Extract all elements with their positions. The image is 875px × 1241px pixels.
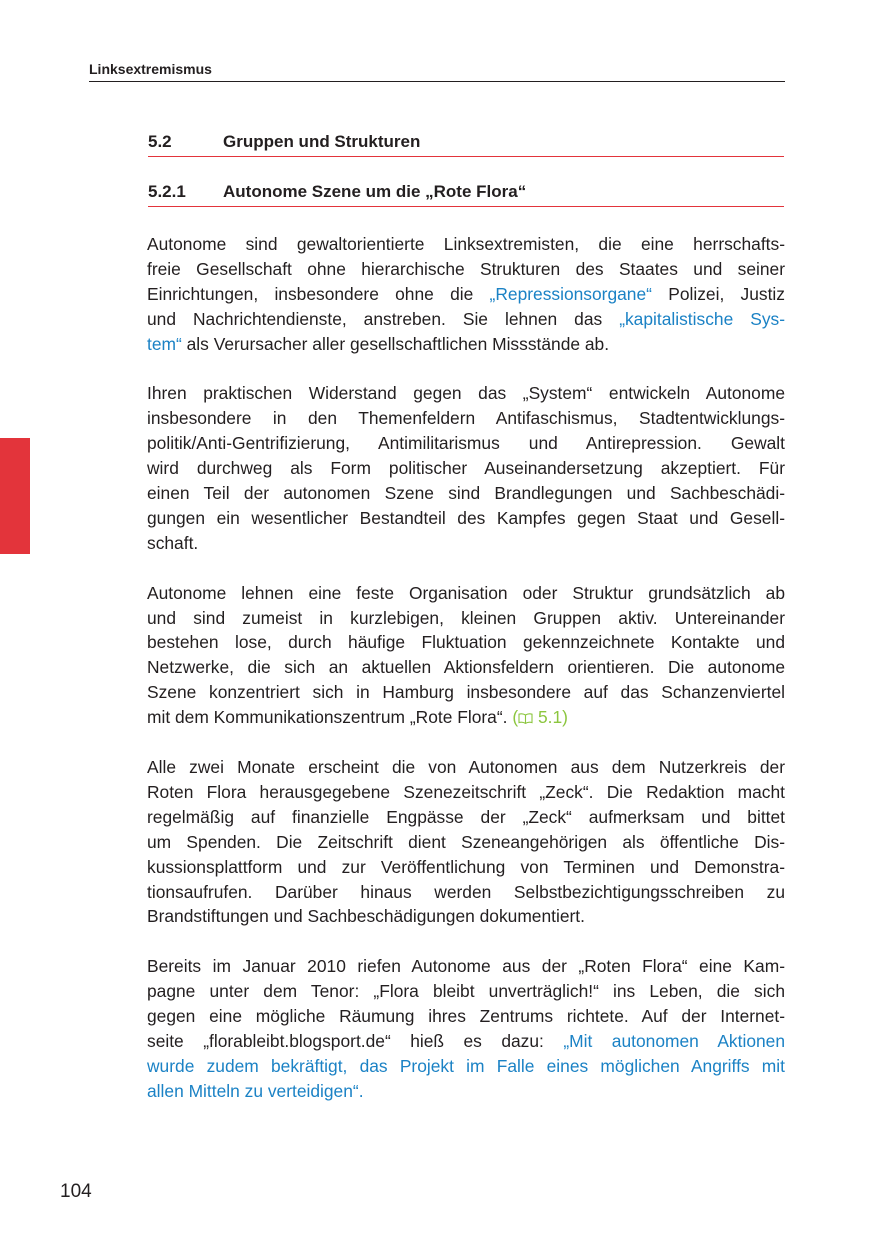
page-number: 104 bbox=[60, 1181, 92, 1202]
section-heading-5-2-1 bbox=[148, 181, 784, 207]
text-line: politik/Anti-Gentrifizierung, Antimilitarismus und Antirepression. Gewalt bbox=[147, 433, 785, 454]
quoted-term: „Repressionsorgane“ bbox=[489, 283, 652, 304]
text-line: kussionsplattform und zur Veröffentlichung von Terminen und Demonstra- bbox=[147, 856, 785, 877]
text-line: seite „florableibt.blogsport.de“ hieß es dazu: „Mit autonomen Aktionen bbox=[147, 1030, 786, 1051]
text-line: Autonome sind gewaltorientierte Linksextremisten, die eine herrschafts- bbox=[147, 234, 785, 254]
text-line: freie Gesellschaft ohne hierarchische Strukturen des Staates und seiner bbox=[147, 258, 785, 279]
quoted-text: „Mit autonomen Aktionen bbox=[563, 1030, 786, 1051]
section-number: 5.2 bbox=[148, 132, 172, 151]
open-book-icon bbox=[518, 713, 533, 724]
quoted-text: wurde zudem bekräftigt, das Projekt im Falle eines möglichen Angriffs mit bbox=[147, 1055, 785, 1076]
text-line: bestehen lose, durch häufige Fluktuation gekennzeichnete Kontakte und bbox=[147, 632, 785, 653]
chapter-side-tab bbox=[0, 438, 30, 554]
running-title: Linksextremismus bbox=[89, 61, 212, 77]
text-line: Einrichtungen, insbesondere ohne die „Repressionsorgane“ Polizei, Justiz bbox=[147, 283, 785, 304]
text-line: schaft. bbox=[147, 532, 199, 553]
paragraph-1 bbox=[147, 232, 785, 357]
text-line: Roten Flora herausgegebene Szenezeitschrift „Zeck“. Die Redaktion macht bbox=[147, 781, 785, 802]
quoted-text: allen Mitteln zu verteidigen“. bbox=[147, 1080, 364, 1101]
body-text bbox=[147, 232, 785, 1129]
section-heading-5-2 bbox=[148, 131, 784, 157]
text-line: einen Teil der autonomen Szene sind Brandlegungen und Sachbeschädi- bbox=[147, 483, 785, 504]
paragraph-2 bbox=[147, 381, 785, 555]
paragraph-4 bbox=[147, 755, 785, 929]
text-line: insbesondere in den Themenfeldern Antifaschismus, Stadtentwicklungs- bbox=[147, 408, 785, 429]
cross-reference-link[interactable]: ( 5.1) bbox=[512, 707, 568, 728]
text-line: Ihren praktischen Widerstand gegen das „System“ entwickeln Autonome bbox=[147, 383, 785, 404]
text-line: Alle zwei Monate erscheint die von Autonomen aus dem Nutzerkreis der bbox=[147, 756, 785, 777]
section-title: Gruppen und Strukturen bbox=[223, 132, 421, 151]
text-line: Brandstiftungen und Sachbeschädigungen dokumentiert. bbox=[147, 906, 585, 927]
text-line bbox=[147, 1079, 785, 1104]
text-line: regelmäßig auf finanzielle Engpässe der „Zeck“ aufmerksam und bittet bbox=[147, 806, 785, 827]
paragraph-5 bbox=[147, 954, 785, 1103]
text-line: um Spenden. Die Zeitschrift dient Szeneangehörigen als öffentliche Dis- bbox=[147, 831, 785, 852]
text-line: tem“ als Verursacher aller gesellschaftlichen Missstände ab. bbox=[147, 333, 610, 354]
text-line: Szene konzentriert sich in Hamburg insbesondere auf das Schanzenviertel bbox=[147, 682, 785, 703]
text-line: Netzwerke, die sich an aktuellen Aktionsfeldern orientieren. Die autonome bbox=[147, 657, 785, 678]
text-line: Bereits im Januar 2010 riefen Autonome aus der „Roten Flora“ eine Kam- bbox=[147, 956, 785, 977]
text-line: gungen ein wesentlicher Bestandteil des Kampfes gegen Staat und Gesell- bbox=[147, 507, 785, 528]
text-line bbox=[147, 1054, 785, 1079]
section-title: Autonome Szene um die „Rote Flora“ bbox=[223, 182, 527, 201]
running-header bbox=[89, 60, 785, 82]
text-line: gegen eine mögliche Räumung ihres Zentrums richtete. Auf der Internet- bbox=[147, 1006, 785, 1027]
text-line: und sind zumeist in kurzlebigen, kleinen Gruppen aktiv. Untereinander bbox=[147, 607, 785, 628]
text-line: tionsaufrufen. Darüber hinaus werden Selbstbezichtigungsschreiben zu bbox=[147, 881, 785, 902]
text-line: wird durchweg als Form politischer Auseinandersetzung akzeptiert. Für bbox=[147, 458, 785, 479]
text-line: pagne unter dem Tenor: „Flora bleibt unverträglich!“ ins Leben, die sich bbox=[147, 981, 785, 1002]
text-line: Autonome lehnen eine feste Organisation oder Struktur grundsätzlich ab bbox=[147, 582, 785, 603]
text-line: und Nachrichtendienste, anstreben. Sie lehnen das „kapitalistische Sys- bbox=[147, 308, 785, 329]
quoted-term: tem“ bbox=[147, 333, 182, 354]
section-number: 5.2.1 bbox=[148, 182, 186, 201]
text-line: mit dem Kommunikationszentrum „Rote Flora“. ( 5.1) bbox=[147, 707, 568, 728]
paragraph-3 bbox=[147, 581, 785, 730]
quoted-term: „kapitalistische Sys- bbox=[619, 308, 785, 329]
